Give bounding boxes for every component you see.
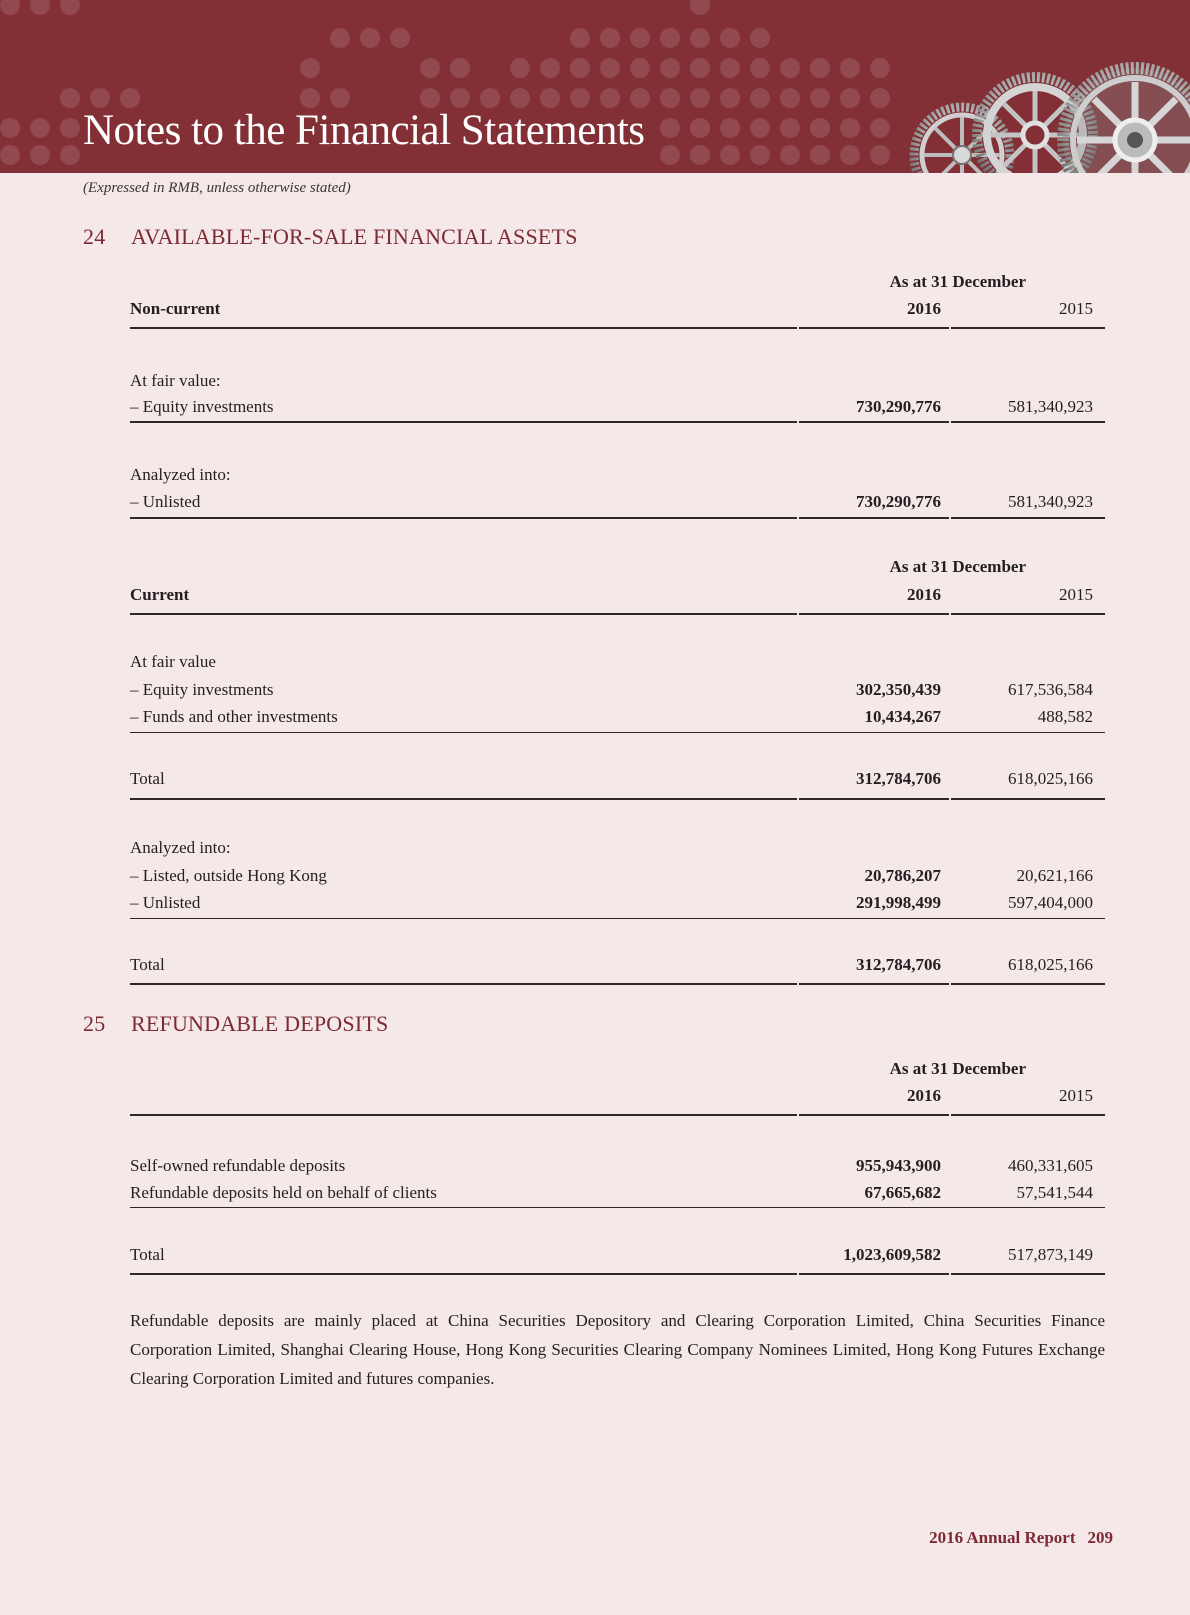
non-current-label: Non-current <box>130 299 221 318</box>
value-2015: 460,331,605 <box>1008 1156 1093 1175</box>
row-rule <box>130 421 1105 423</box>
total-2015: 517,873,149 <box>1008 1245 1093 1264</box>
value-2015: 581,340,923 <box>1008 397 1093 416</box>
analyzed-label: Analyzed into: <box>130 465 231 484</box>
subtotal-rule <box>130 918 1105 919</box>
value-2015: 57,541,544 <box>1016 1183 1093 1202</box>
value-2016: 730,290,776 <box>856 397 941 416</box>
header-rule <box>130 1114 1105 1116</box>
section-title: AVAILABLE-FOR-SALE FINANCIAL ASSETS <box>131 224 578 249</box>
section-title: REFUNDABLE DEPOSITS <box>131 1011 389 1036</box>
deposits-explanation: Refundable deposits are mainly placed at China Securities Depository and Clearing Corporation Limited, China Securities Finance Corporation Limited, Shanghai Clearing House, Hong Kong Securities Clearing Company Nominees Limited, Hong Kong Futures Exchange Clearing Corporation Limited and futures companies. <box>130 1311 1105 1388</box>
table-row-label: – Listed, outside Hong Kong <box>130 866 327 885</box>
value-2016: 955,943,900 <box>856 1156 941 1175</box>
total-2015: 618,025,166 <box>1008 955 1093 974</box>
value-2016: 291,998,499 <box>856 893 941 912</box>
section-heading-25 <box>83 1011 388 1037</box>
value-2016: 20,786,207 <box>864 866 941 885</box>
period-header: As at 31 December <box>889 1059 1026 1078</box>
value-2015: 617,536,584 <box>1008 680 1093 699</box>
total-label: Total <box>130 1245 165 1264</box>
total-label: Total <box>130 769 165 788</box>
header-banner <box>0 0 1190 173</box>
col-2016-header: 2016 <box>907 585 941 604</box>
page-footer <box>929 1528 1113 1548</box>
page-title: Notes to the Financial Statements <box>83 107 645 154</box>
total-rule <box>130 798 1105 800</box>
table-row-label: – Unlisted <box>130 492 201 511</box>
col-2016-header: 2016 <box>907 299 941 318</box>
header-rule <box>130 613 1105 615</box>
value-2015: 581,340,923 <box>1008 492 1093 511</box>
currency-note: (Expressed in RMB, unless otherwise stated) <box>83 180 351 196</box>
total-rule <box>130 983 1105 985</box>
total-2016: 312,784,706 <box>856 769 941 788</box>
total-2015: 618,025,166 <box>1008 769 1093 788</box>
section-number: 25 <box>83 1011 106 1036</box>
col-2016-header: 2016 <box>907 1086 941 1105</box>
analyzed-label: Analyzed into: <box>130 838 231 857</box>
current-label: Current <box>130 585 190 604</box>
col-2015-header: 2015 <box>1059 299 1093 318</box>
header-rule <box>130 327 1105 329</box>
value-2016: 302,350,439 <box>856 680 941 699</box>
value-2015: 597,404,000 <box>1008 893 1093 912</box>
subtotal-rule <box>130 1207 1105 1208</box>
value-2016: 67,665,682 <box>864 1183 941 1202</box>
section-heading-24 <box>83 224 578 250</box>
fair-value-label: At fair value: <box>130 371 221 390</box>
col-2015-header: 2015 <box>1059 585 1093 604</box>
subtotal-rule <box>130 732 1105 733</box>
table-row-label: – Equity investments <box>130 680 274 699</box>
table-row-label: – Equity investments <box>130 397 274 416</box>
value-2016: 10,434,267 <box>864 707 941 726</box>
total-2016: 1,023,609,582 <box>843 1245 941 1264</box>
total-rule <box>130 1273 1105 1275</box>
report-name: 2016 Annual Report <box>929 1528 1076 1547</box>
total-2016: 312,784,706 <box>856 955 941 974</box>
table-row-label: – Unlisted <box>130 893 201 912</box>
value-2016: 730,290,776 <box>856 492 941 511</box>
total-label: Total <box>130 955 165 974</box>
gears-icon <box>890 40 1190 173</box>
table-row-label: Refundable deposits held on behalf of clients <box>130 1183 437 1202</box>
value-2015: 488,582 <box>1037 707 1093 726</box>
section-number: 24 <box>83 224 106 249</box>
period-header: As at 31 December <box>889 272 1026 291</box>
fair-value-label: At fair value <box>130 652 216 671</box>
table-row-label: – Funds and other investments <box>130 707 338 726</box>
page-number: 209 <box>1087 1528 1113 1547</box>
table-row-label: Self-owned refundable deposits <box>130 1156 346 1175</box>
row-rule <box>130 517 1105 519</box>
period-header: As at 31 December <box>889 557 1026 576</box>
col-2015-header: 2015 <box>1059 1086 1093 1105</box>
value-2015: 20,621,166 <box>1016 866 1093 885</box>
